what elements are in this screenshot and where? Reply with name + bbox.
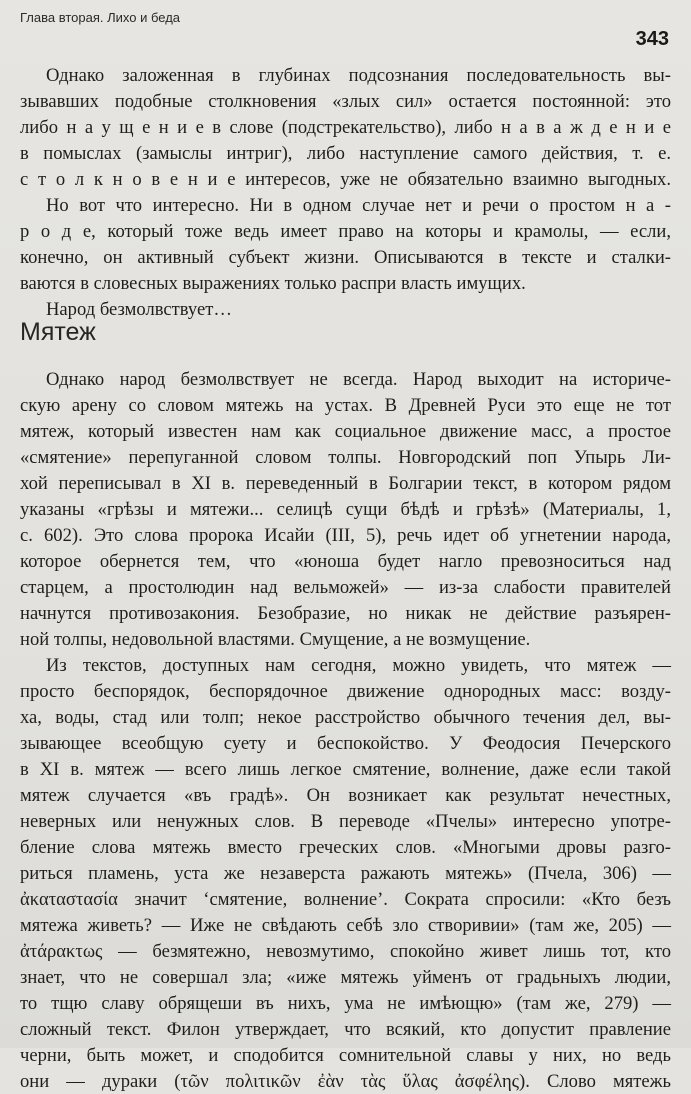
text-line: ной толпы, недовольной властями. Смущение, а не возмущение. <box>20 629 531 650</box>
section-heading: Мятеж <box>20 318 96 346</box>
text-line: ха, воды, стад или толп; некое расстройство обычного течения дел, вы- <box>20 707 671 728</box>
text-line: неверных или ненужных слов. В переводе «Пчелы» интересно употре- <box>20 811 671 832</box>
text-line: которое обернется тем, что «юноша будет нагло превозноситься над <box>20 551 671 572</box>
text-line: они — дураки (τῶν πολιτικῶν ἐὰν τὰς ὕλας ἀσφέλης). Слово мятежь <box>20 1071 671 1092</box>
text-line: Народ безмолвствует… <box>46 299 232 320</box>
text-line: в помыслах (замыслы интриг), либо наступление самого действия, т. е. <box>20 143 671 164</box>
text-line: просто беспорядок, беспорядочное движение однородных масс: возду- <box>20 681 671 702</box>
text-line: ἀκαταστασία значит ‘смятение, волнение’. Сократа спросили: «Кто безъ <box>20 889 671 910</box>
text-line: мятеж случается «въ градѣ». Он возникает как результат нечестных, <box>20 785 671 806</box>
text-line: с. 602). Это слова пророка Исайи (III, 5), речь идет об угнетении народа, <box>20 525 671 546</box>
text-line: конечно, он активный субъект жизни. Описываются в тексте и сталки- <box>20 247 671 268</box>
text-line: Но вот что интересно. Ни в одном случае нет и речи о простом н а - <box>46 195 671 216</box>
text-line: сложный текст. Филон утверждает, что всякий, кто допустит правление <box>20 1019 671 1040</box>
text-line: бление слова мятежь вместо греческих слов. «Многыми дровы разго- <box>20 837 671 858</box>
text-line: ваются в словесных выражениях только распри власть имущих. <box>20 273 526 294</box>
text-line: старцем, а простолюдин над вельможей» — из-за слабости правителей <box>20 577 671 598</box>
text-line: хой переписывал в XI в. переведенный в Болгарии текст, в котором рядом <box>20 473 671 494</box>
text-line: зывающее всеобщую суету и беспокойство. У Феодосия Печерского <box>20 733 671 754</box>
text-line: «смятение» перепуганной словом толпы. Новгородский поп Упырь Ли- <box>20 447 671 468</box>
text-line: риться пламень, уста же незаверста ражають мятежь» (Пчела, 306) — <box>20 863 671 884</box>
text-line: р о д е, который тоже ведь имеет право на которы и крамолы, — если, <box>20 221 671 242</box>
text-line: знает, что не совершал зла; «иже мятежь уйменъ от градьныхъ людии, <box>20 967 671 988</box>
text-line: Однако народ безмолвствует не всегда. Народ выходит на историче- <box>46 369 671 390</box>
text-line: мятежа живеть? — Иже не свѣдають себѣ зло створивии» (там же, 205) — <box>20 915 671 936</box>
running-head: Глава вторая. Лихо и беда <box>20 10 181 25</box>
text-line: мятеж, который известен нам как социальное движение масс, а простое <box>20 421 671 442</box>
text-line: зывавших подобные столкновения «злых сил» остается постоянной: это <box>20 91 671 112</box>
text-line: Однако заложенная в глубинах подсознания последовательность вы- <box>46 65 671 86</box>
text-line: ἀτάρακτως — безмятежно, невозмутимо, спокойно живет лишь тот, кто <box>20 941 671 962</box>
text-line: скую арену со словом мятежь на устах. В Древней Руси это еще не тот <box>20 395 671 416</box>
text-line: указаны «грѣзы и мятежи... селицѣ сущи бѣдѣ и грѣзѣ» (Материалы, 1, <box>20 499 671 520</box>
text-line: Из текстов, доступных нам сегодня, можно увидеть, что мятеж — <box>46 655 671 676</box>
text-line: черни, быть может, и сподобится сомнительной славы у них, но ведь <box>20 1045 671 1066</box>
page-number: 343 <box>635 28 669 50</box>
text-line: либо н а у щ е н и е в слове (подстрекательство), либо н а в а ж д е н и е <box>20 117 671 138</box>
text-line: то тщю славу обрящеши въ нихъ, ума не имѣющю» (там же, 279) — <box>20 993 671 1014</box>
text-line: в XI в. мятеж — всего лишь легкое смятение, волнение, даже если такой <box>20 759 671 780</box>
text-line: начнутся противозакония. Безобразие, но никак не действие разъярен- <box>20 603 671 624</box>
text-line: с т о л к н о в е н и е интересов, уже не обязательно взаимно выгодных. <box>20 169 671 190</box>
